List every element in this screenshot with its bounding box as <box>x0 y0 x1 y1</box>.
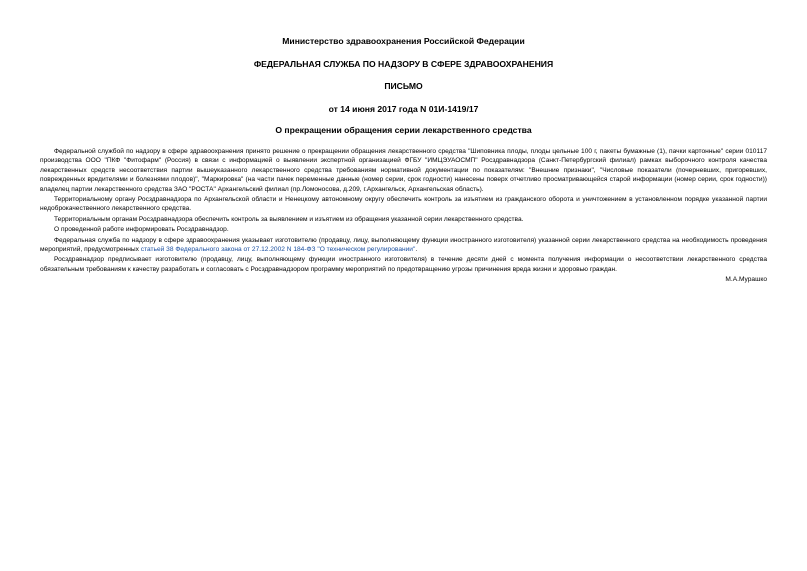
paragraph-prescription: Росздравнадзор предписывает изготовителю (продавцу, лицу, выполняющему функции иностранного изготовителя) в течение десяти дней с момента получения информации о несоответствии лекарственного средства обязательным требованиям к качеству разработать и согласовать с Росздравнадзором программу мероприятий по предотвращению угрозы причинения вреда жизни и здоровью граждан. <box>40 256 767 273</box>
service-name: ФЕДЕРАЛЬНАЯ СЛУЖБА ПО НАДЗОРУ В СФЕРЕ ЗДРАВООХРАНЕНИЯ <box>253 59 554 69</box>
paragraph-text: . <box>415 246 418 254</box>
paragraph-text: Федеральная служба по надзору в сфере здравоохранения указывает изготовителю (продавцу, лицу, выполняющему функции иностранного изготовителя) указанной серии лекарственного средства на необходимость проведения мероприятий, предусмотренных <box>40 236 767 254</box>
paragraph-decision: Федеральной службой по надзору в сфере здравоохранения принято решение о прекращении обращения лекарственного средства "Шиповника плоды, плоды цельные 100 г, пакеты бумажные (1), пачки картонные" серии 010117 производства ООО "ПКФ "Фитофарм" (Россия) в связи с информацией о выявлении экспертной организацией ФГБУ "ИМЦЭУАОСМП" Росздравнадзора (Санкт-Петербургский филиал) рамках выборочного контроля качества лекарственных средств несоответствия партии вышеуказанного лекарственного средства требованиям нормативной документации по показателям: "Внешние признаки", "Числовые показатели (почерневших, пригоревших, поврежденных вредителями и болезнями плодов)", "Маркировка" (на части пачек переменные данные (номер серии, срок годности) нанесены поверх отчетливо просматривающейся старой информации (номер серии, срок годности)) владелец партии лекарственного средства ЗАО "РОСТА" Архангельский филиал (пр.Ломоносова, д.209, г.Архангельск, Архангельская область). <box>40 148 767 193</box>
paragraph-territorial-control: Территориальным органам Росздравнадзора обеспечить контроль за выявлением и изъятием из обращения указанной серии лекарственного средства. <box>54 215 524 223</box>
signature: М.А.Мурашко <box>725 276 767 284</box>
ministry-name: Министерство здравоохранения Российской Федерации <box>282 36 525 46</box>
document-date-number: от 14 июня 2017 года N 01И-1419/17 <box>328 104 479 114</box>
law-article-link[interactable]: статьей 38 Федерального закона от 27.12.2002 N 184-ФЗ "О техническом регулировании" <box>140 246 416 254</box>
document-type: ПИСЬМО <box>384 81 423 91</box>
document-subject: О прекращении обращения серии лекарственного средства <box>275 125 532 135</box>
paragraph-report: О проведенной работе информировать Росздравнадзор. <box>54 226 229 234</box>
paragraph-manufacturer-measures <box>40 236 767 255</box>
paragraph-regional-control: Территориальному органу Росздравнадзора по Архангельской области и Ненецкому автономному округу обеспечить контроль за изъятием из гражданского оборота и уничтожением в установленном порядке указанной партии недоброкачественного лекарственного средства. <box>40 196 767 213</box>
document-body <box>40 147 767 285</box>
